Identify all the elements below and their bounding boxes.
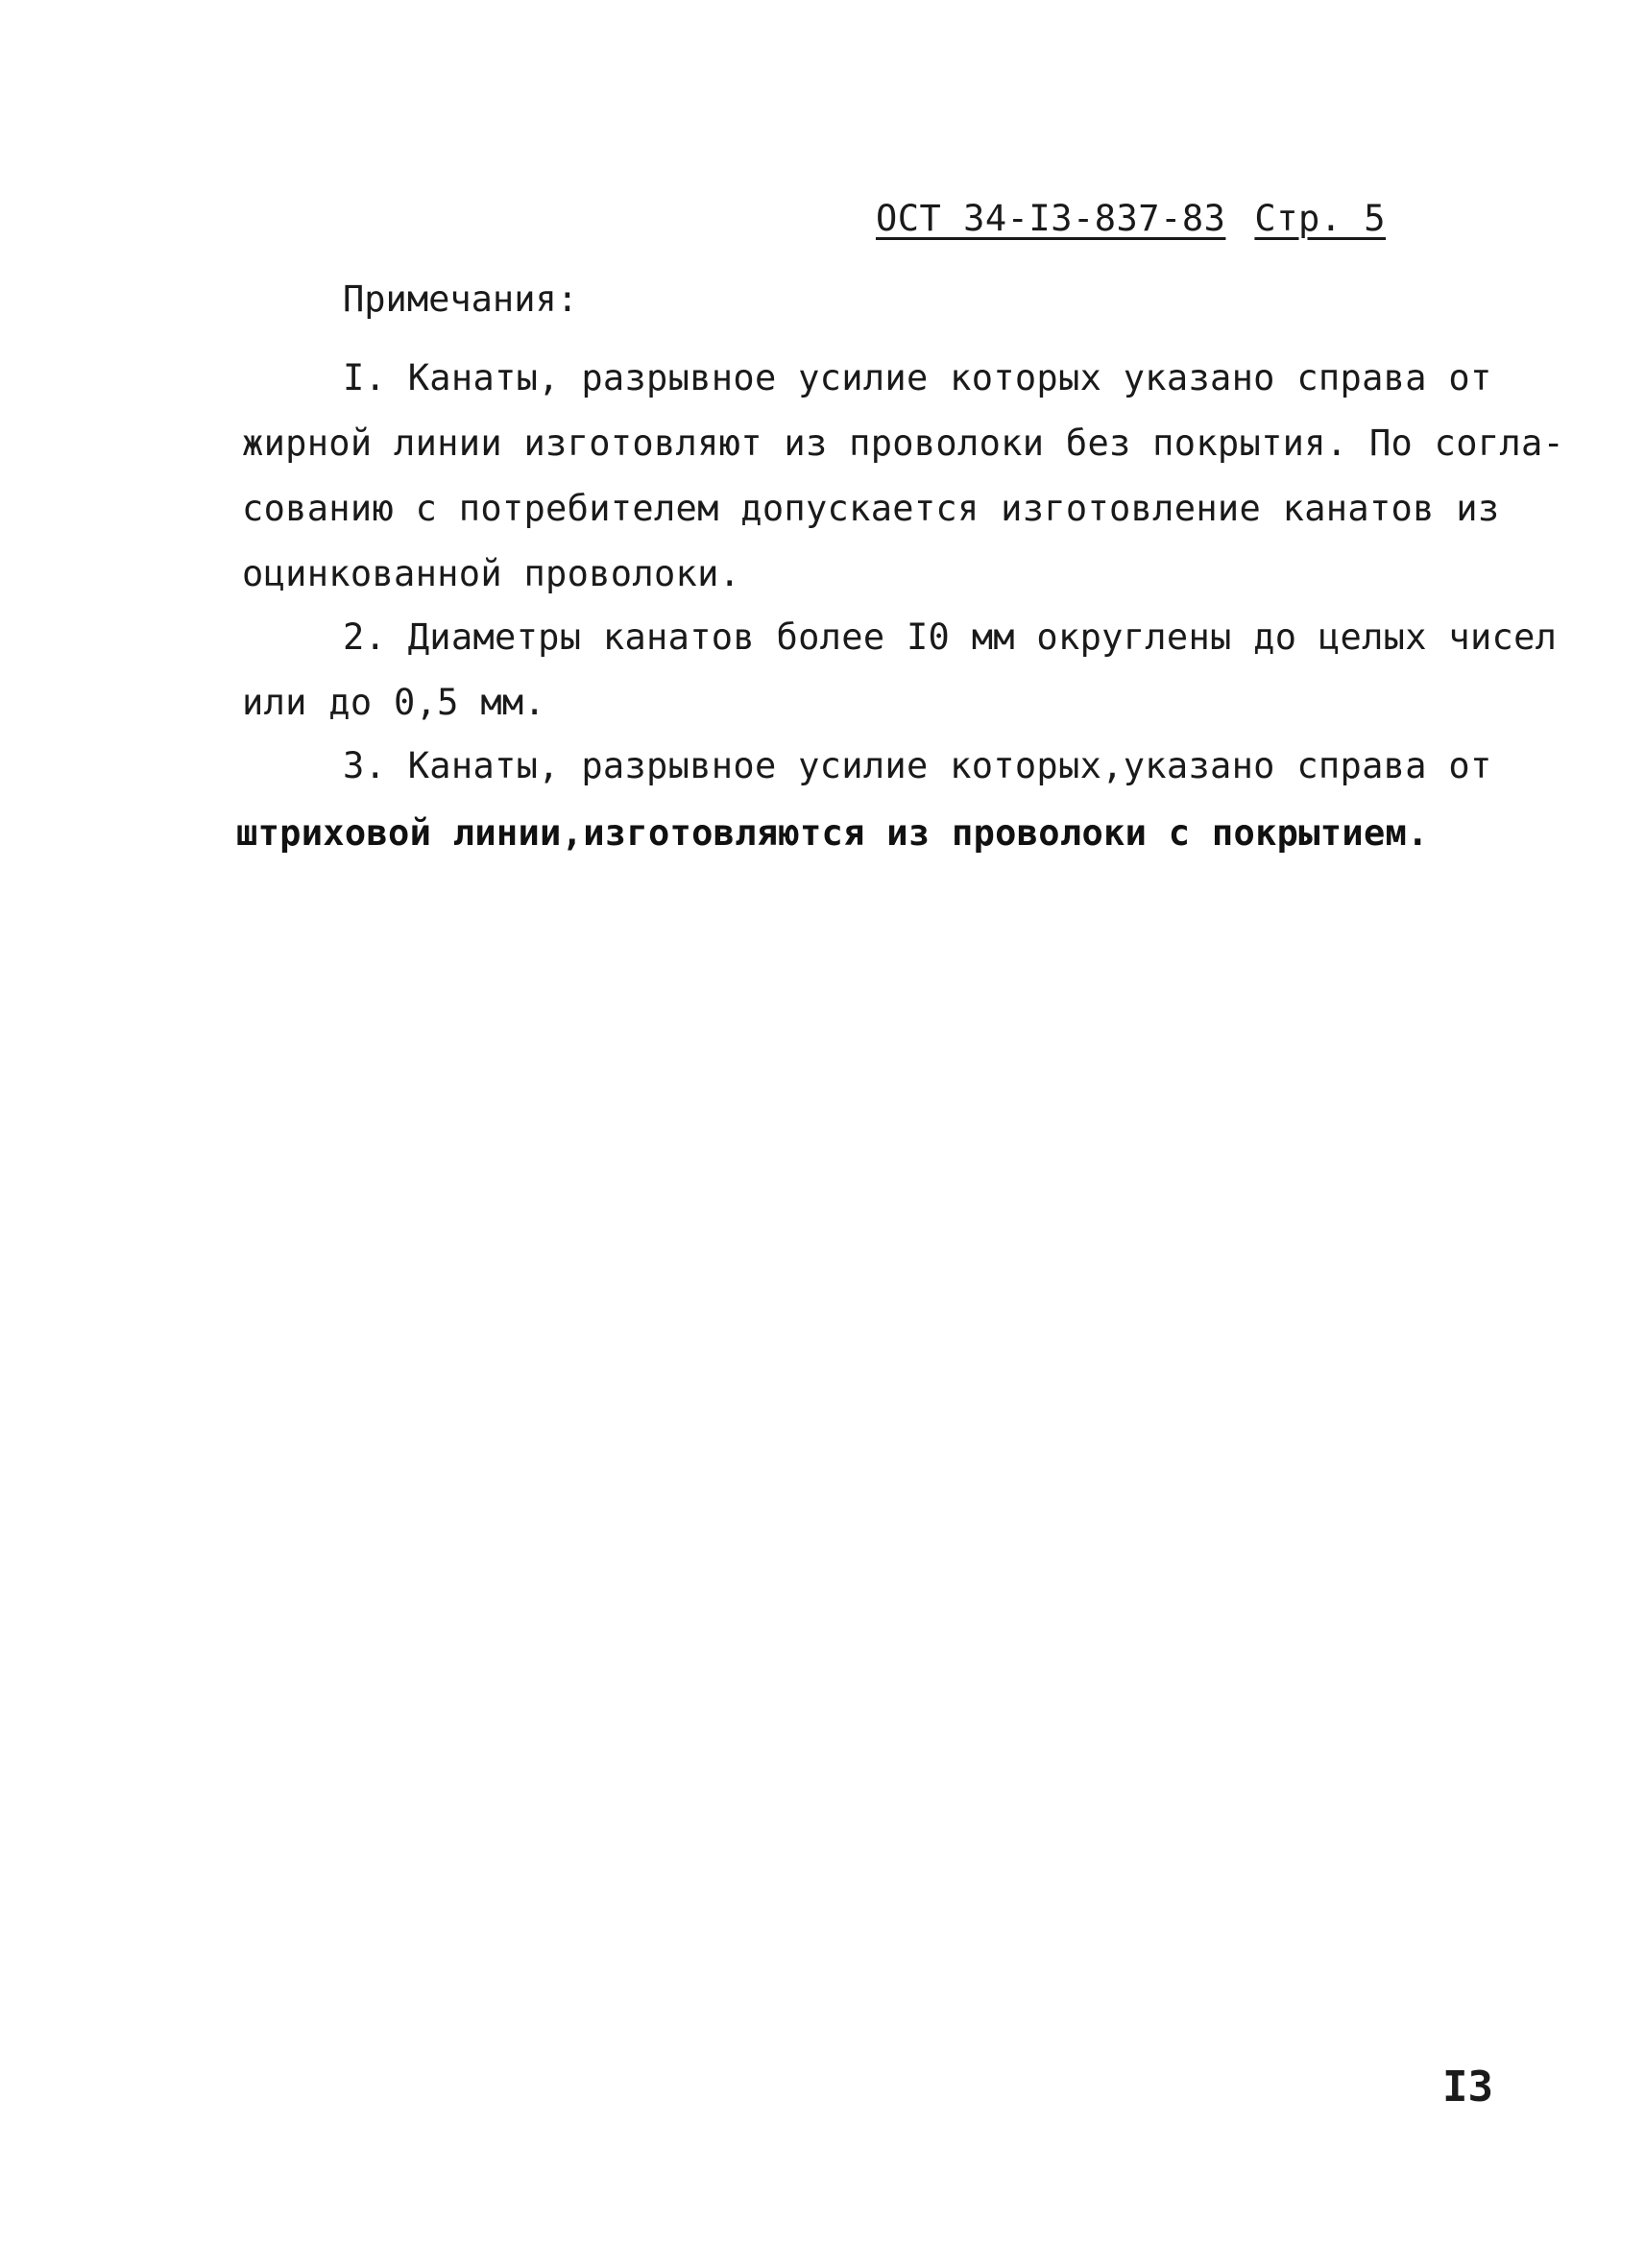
note-2-line-1: 2. Диаметры канатов более I0 мм округлены до целых чисел bbox=[343, 616, 1558, 658]
note-1-line-3: сованию с потребителем допускается изготовление канатов из bbox=[242, 488, 1500, 529]
note-3-line-1: 3. Канаты, разрывное усилие которых,указано справа от bbox=[343, 745, 1492, 786]
note-1-line-2: жирной линии изготовляют из проволоки без покрытия. По согла- bbox=[242, 422, 1565, 464]
note-3-line-2: штриховой линии,изготовляются из проволоки с покрытием. bbox=[236, 812, 1429, 854]
page-label: Стр. 5 bbox=[1254, 198, 1387, 239]
note-2-line-2: или до 0,5 мм. bbox=[242, 682, 546, 723]
note-1-line-1: I. Канаты, разрывное усилие которых указано справа от bbox=[343, 357, 1492, 398]
document-header bbox=[876, 198, 1386, 239]
document-code: ОСТ 34-I3-837-83 bbox=[876, 198, 1226, 239]
note-1-line-4: оцинкованной проволоки. bbox=[242, 553, 741, 594]
page-number: I3 bbox=[1442, 2063, 1493, 2111]
notes-title: Примечания: bbox=[343, 278, 579, 320]
